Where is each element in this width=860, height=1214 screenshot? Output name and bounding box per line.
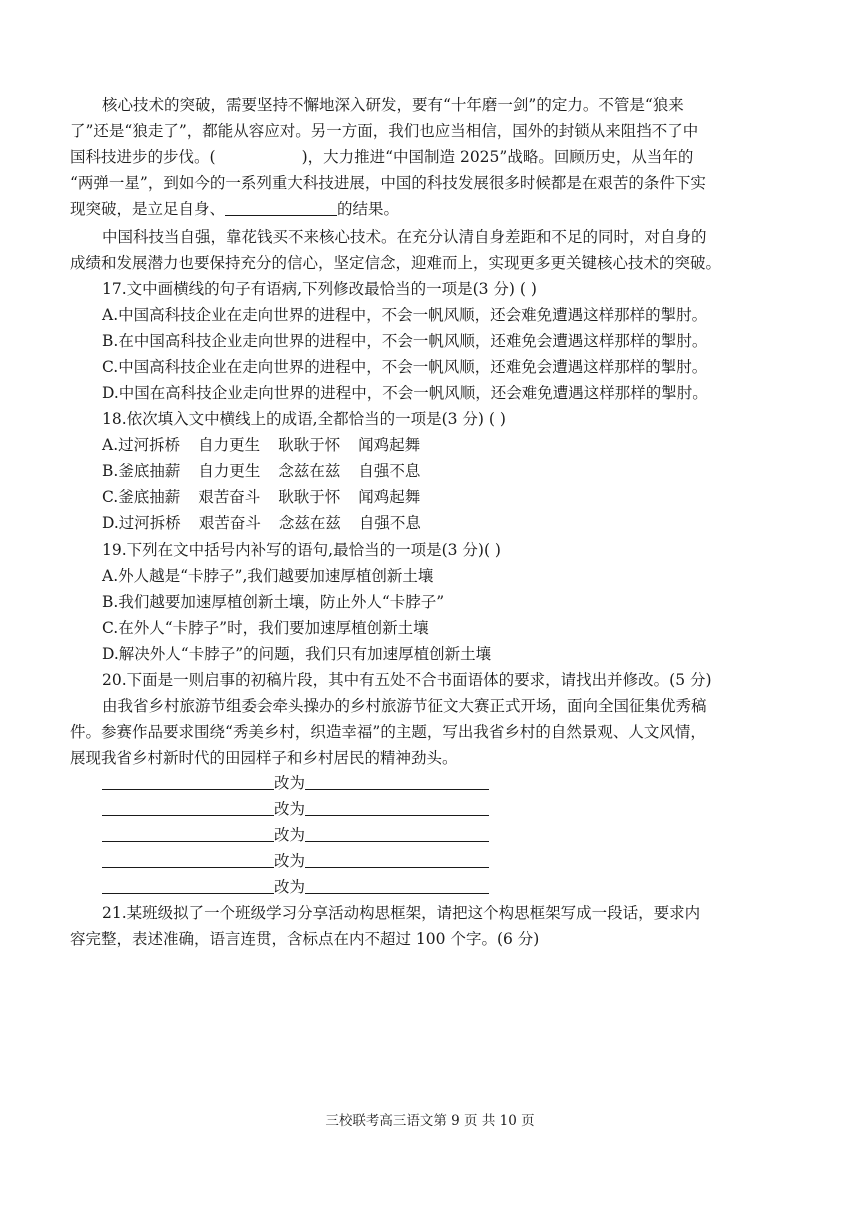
option-word: 艰苦奋斗 — [198, 488, 261, 506]
option-a[interactable]: A.外人越是“卡脖子”,我们越要加速厚植创新土壤 — [102, 567, 434, 585]
option-word: 自强不息 — [358, 462, 421, 480]
original-blank[interactable] — [102, 773, 274, 790]
revised-blank[interactable] — [305, 773, 489, 790]
option-word: 耿耿于怀 — [278, 436, 341, 454]
passage-text: 现突破，是立足自身、 — [70, 200, 226, 218]
notice-text-line: 由我省乡村旅游节组委会牵头操办的乡村旅游节征文大赛正式开场，面向全国征集优秀稿 — [102, 697, 707, 715]
revision-row — [102, 874, 489, 900]
passage-line: 成绩和发展潜力也要保持充分的信心，坚定信念，迎难而上，实现更多更关键核心技术的突破。 — [70, 254, 722, 272]
option-word: 念兹在兹 — [278, 462, 341, 480]
question-stem: 21.某班级拟了一个班级学习分享活动构思框架，请把这个构思框架写成一段话，要求内 — [102, 904, 701, 922]
option-a[interactable] — [102, 432, 420, 458]
option-word: 闻鸡起舞 — [358, 436, 421, 454]
change-label: 改为 — [274, 800, 306, 818]
fill-in-blank[interactable] — [225, 199, 337, 216]
option-c[interactable]: C.在外人“卡脖子”时，我们要加速厚植创新土壤 — [102, 619, 429, 637]
passage-line: 中国科技当自强，靠花钱买不来核心技术。在充分认清自身差距和不足的同时，对自身的 — [102, 228, 707, 246]
option-word: B.釜底抽薪 — [102, 462, 181, 480]
change-label: 改为 — [274, 774, 306, 792]
option-d[interactable]: D.中国在高科技企业走向世界的进程中，不会一帆风顺，还会难免遭遇这样那样的掣肘。 — [102, 384, 708, 402]
revised-blank[interactable] — [305, 877, 489, 894]
original-blank[interactable] — [102, 825, 274, 842]
notice-text-line: 展现我省乡村新时代的田园样子和乡村居民的精神劲头。 — [70, 749, 458, 767]
option-b[interactable]: B.我们越要加速厚植创新土壤，防止外人“卡脖子” — [102, 593, 445, 611]
question-stem: 19.下列在文中括号内补写的语句,最恰当的一项是(3 分)( ) — [102, 541, 501, 559]
original-blank[interactable] — [102, 877, 274, 894]
question-stem: 17.文中画横线的句子有语病,下列修改最恰当的一项是(3 分) ( ) — [102, 280, 537, 298]
passage-line: “两弹一星”，到如今的一系列重大科技进展，中国的科技发展很多时候都是在艰苦的条件下实 — [70, 174, 706, 192]
question-stem: 容完整，表述准确，语言连贯，含标点在内不超过 100 个字。(6 分) — [70, 930, 540, 948]
option-word: 自力更生 — [198, 436, 261, 454]
page-footer: 三校联考高三语文第 9 页 共 10 页 — [325, 1113, 535, 1129]
revision-row — [102, 848, 489, 874]
passage-line: 核心技术的突破，需要坚持不懈地深入研发，要有“十年磨一剑”的定力。不管是“狼来 — [102, 96, 684, 114]
passage-text: 国科技进步的步伐。( — [70, 148, 216, 166]
change-label: 改为 — [274, 852, 306, 870]
option-word: C.釜底抽薪 — [102, 488, 181, 506]
revision-row — [102, 822, 489, 848]
option-word: D.过河拆桥 — [102, 514, 181, 532]
option-a[interactable]: A.中国高科技企业在走向世界的进程中，不会一帆风顺，还会难免遭遇这样那样的掣肘。 — [102, 306, 708, 324]
original-blank[interactable] — [102, 799, 274, 816]
revision-row — [102, 770, 489, 796]
option-d[interactable] — [102, 510, 421, 536]
option-b[interactable] — [102, 458, 420, 484]
passage-line — [70, 144, 693, 170]
option-word: 耿耿于怀 — [278, 488, 341, 506]
option-word: 自强不息 — [358, 514, 421, 532]
option-d[interactable]: D.解决外人“卡脖子”的问题，我们只有加速厚植创新土壤 — [102, 645, 492, 663]
passage-line — [70, 196, 399, 222]
original-blank[interactable] — [102, 851, 274, 868]
question-stem: 20.下面是一则启事的初稿片段，其中有五处不合书面语体的要求，请找出并修改。(5 分) — [102, 671, 712, 689]
revised-blank[interactable] — [305, 825, 489, 842]
revision-row — [102, 796, 489, 822]
passage-text: )，大力推进“中国制造 2025”战略。回顾历史，从当年的 — [301, 148, 694, 166]
question-stem: 18.依次填入文中横线上的成语,全都恰当的一项是(3 分) ( ) — [102, 410, 506, 428]
revised-blank[interactable] — [305, 799, 489, 816]
option-word: A.过河拆桥 — [102, 436, 181, 454]
option-word: 闻鸡起舞 — [358, 488, 421, 506]
notice-text-line: 件。参赛作品要求围绕“秀美乡村，织造幸福”的主题，写出我省乡村的自然景观、人文风情， — [70, 723, 706, 741]
revised-blank[interactable] — [305, 851, 489, 868]
option-c[interactable] — [102, 484, 420, 510]
change-label: 改为 — [274, 878, 306, 896]
option-b[interactable]: B.在中国高科技企业走向世界的进程中，不会一帆风顺，还难免会遭遇这样那样的掣肘。 — [102, 332, 708, 350]
passage-text: 的结果。 — [337, 200, 400, 218]
option-c[interactable]: C.中国高科技企业在走向世界的进程中，不会一帆风顺，还难免会遭遇这样那样的掣肘。 — [102, 358, 708, 376]
option-word: 念兹在兹 — [278, 514, 341, 532]
option-word: 艰苦奋斗 — [198, 514, 261, 532]
option-word: 自力更生 — [198, 462, 261, 480]
passage-line: 了”还是“狼走了”，都能从容应对。另一方面，我们也应当相信，国外的封锁从来阻挡不了中 — [70, 122, 699, 140]
change-label: 改为 — [274, 826, 306, 844]
